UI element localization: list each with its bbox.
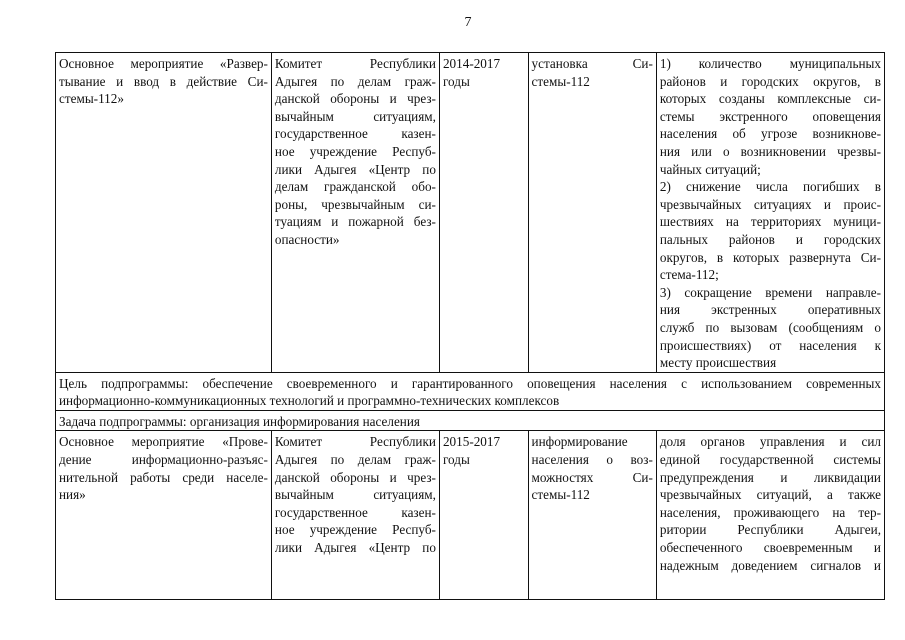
text-line: обеспеченного своевременным и bbox=[659, 540, 881, 556]
text-line: стемы-112 bbox=[531, 487, 590, 503]
text-line: ное учреждение Респуб- bbox=[274, 522, 436, 538]
text-line: 1) количество муниципальных bbox=[659, 56, 881, 71]
task-cell: Задача подпрограммы: организация информирования населения bbox=[56, 410, 885, 431]
text-line: данской обороны и чрез- bbox=[274, 469, 436, 485]
text-line: которых созданы комплексные си- bbox=[659, 91, 881, 107]
text-line: Адыгея по делам граж- bbox=[274, 73, 436, 89]
text-line: единой государственной системы bbox=[659, 452, 881, 468]
text-line: Комитет Республики bbox=[274, 434, 436, 450]
text-line: происшествиях) от населения к bbox=[659, 337, 881, 353]
text-line: стема-112; bbox=[659, 267, 719, 283]
text-line: лики Адыгея «Центр по bbox=[274, 161, 436, 177]
result-cell bbox=[528, 53, 656, 373]
text-line: опасности» bbox=[274, 231, 340, 247]
goal-cell bbox=[56, 372, 885, 410]
text-line: 2015-2017 bbox=[442, 434, 501, 450]
text-line: 2014-2017 bbox=[442, 56, 501, 71]
text-line: ное учреждение Респуб- bbox=[274, 143, 436, 159]
text-line: населения об угрозе возникнове- bbox=[659, 126, 881, 142]
text-line: вычайным ситуациям, bbox=[274, 108, 436, 124]
text-line: ритории Республики Адыгеи, bbox=[659, 522, 881, 538]
text-line: установка Си- bbox=[531, 56, 653, 71]
text-line: государственное казен- bbox=[274, 126, 436, 142]
text-line: Адыгея по делам граж- bbox=[274, 452, 436, 468]
text-line: чрезвычайных ситуаций, а также bbox=[659, 487, 881, 503]
text-line: ния экстренных оперативных bbox=[659, 302, 881, 318]
text-line: роны, чрезвычайным си- bbox=[274, 196, 436, 212]
text-line: 3) сокращение времени направле- bbox=[659, 284, 881, 300]
text-line: делам гражданской обо- bbox=[274, 179, 436, 195]
text-line: Основное мероприятие «Развер- bbox=[59, 56, 268, 71]
table-row bbox=[56, 431, 885, 600]
table-row bbox=[56, 53, 885, 373]
text-line: нительной работы среди населе- bbox=[59, 469, 268, 485]
text-line: населения о воз- bbox=[531, 452, 653, 468]
text-line: месту происшествия bbox=[659, 355, 777, 371]
text-line: надежным доведением сигналов и bbox=[659, 557, 881, 573]
text-line: туациям и пожарной без- bbox=[274, 214, 436, 230]
text-line: доля органов управления и сил bbox=[659, 434, 881, 450]
text-line: дение информационно-разъяс- bbox=[59, 452, 268, 468]
text-line: тывание и ввод в действие Си- bbox=[59, 73, 268, 89]
text-line: шествиях на территориях муници- bbox=[659, 214, 881, 230]
period-cell bbox=[439, 431, 528, 600]
executor-cell bbox=[271, 431, 439, 600]
text-line: районов и городских округов, в bbox=[659, 73, 881, 89]
text-line: ния или о возникновении чрезвы- bbox=[659, 143, 881, 159]
text-line: ния» bbox=[59, 487, 86, 503]
event-cell bbox=[56, 431, 272, 600]
text-line: Цель подпрограммы: обеспечение своевременного и гарантированного оповещения населения с использованием современных bbox=[59, 375, 881, 391]
executor-cell bbox=[271, 53, 439, 373]
event-cell bbox=[56, 53, 272, 373]
text-line: годы bbox=[442, 452, 470, 468]
text-line: предупреждения и ликвидации bbox=[659, 469, 881, 485]
table-row bbox=[56, 410, 885, 431]
result-cell bbox=[528, 431, 656, 600]
text-line: Основное мероприятие «Прове- bbox=[59, 434, 268, 450]
text-line: стемы экстренного оповещения bbox=[659, 108, 881, 124]
table-row bbox=[56, 372, 885, 410]
period-cell bbox=[439, 53, 528, 373]
text-line: населения, проживающего на тер- bbox=[659, 504, 881, 520]
text-line: информационно-коммуникационных технологий и программно-технических комплексов bbox=[59, 393, 560, 409]
text-line: округов, в которых развернута Си- bbox=[659, 249, 881, 265]
page-number: 7 bbox=[464, 15, 472, 30]
text-line: информирование bbox=[531, 434, 628, 450]
indicators-cell bbox=[656, 431, 884, 600]
indicators-cell bbox=[656, 53, 884, 373]
text-line: чайных ситуаций; bbox=[659, 161, 761, 177]
text-line: годы bbox=[442, 73, 470, 89]
text-line: данской обороны и чрез- bbox=[274, 91, 436, 107]
program-table bbox=[55, 52, 885, 600]
text-line: Комитет Республики bbox=[274, 56, 436, 71]
text-line: стемы-112 bbox=[531, 73, 590, 89]
text-line: можностях Си- bbox=[531, 469, 653, 485]
text-line: государственное казен- bbox=[274, 504, 436, 520]
text-line: служб по вызовам (сообщениям о bbox=[659, 319, 881, 335]
text-line: чрезвычайных ситуациях и проис- bbox=[659, 196, 881, 212]
text-line: стемы-112» bbox=[59, 91, 124, 107]
text-line: вычайным ситуациям, bbox=[274, 487, 436, 503]
text-line: 2) снижение числа погибших в bbox=[659, 179, 881, 195]
text-line: лики Адыгея «Центр по bbox=[274, 540, 436, 556]
text-line: пальных районов и городских bbox=[659, 231, 881, 247]
